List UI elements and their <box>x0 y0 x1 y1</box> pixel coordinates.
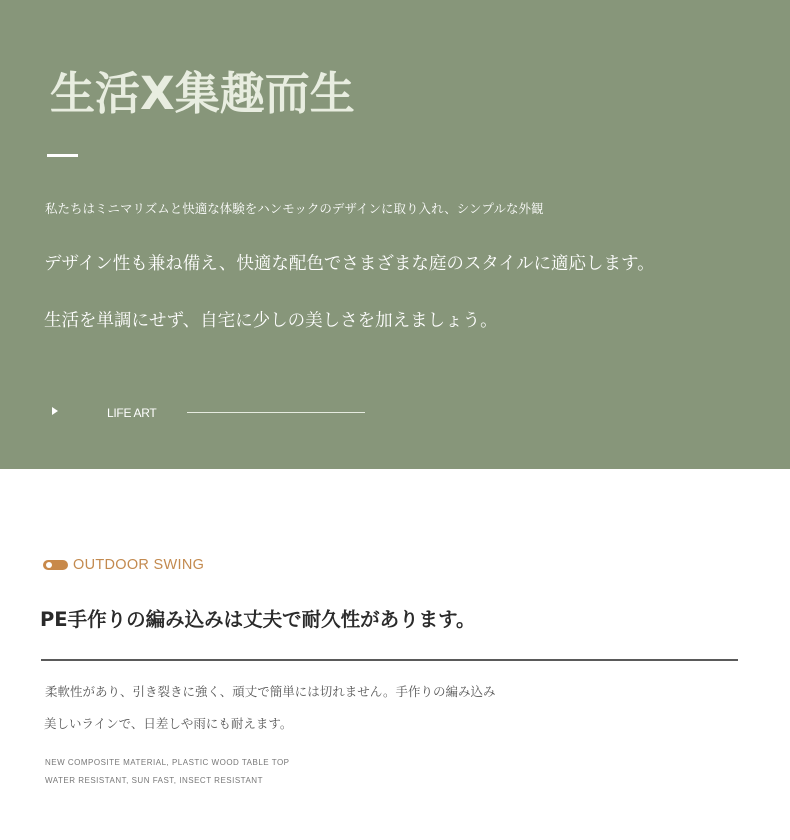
life-art-divider <box>187 412 365 413</box>
section-title: PE手作りの編み込みは丈夫で耐久性があります。 <box>40 608 476 631</box>
section-tag: OUTDOOR SWING <box>73 557 205 573</box>
spec-line-1: NEW COMPOSITE MATERIAL, PLASTIC WOOD TABLE TOP <box>45 758 290 767</box>
section-body-line-1: 柔軟性があり、引き裂きに強く、頑丈で簡単には切れません。手作りの編み込み <box>45 684 496 699</box>
section-body-line-2: 美しいラインで、日差しや雨にも耐えます。 <box>44 716 293 731</box>
hero-title: 生活X集趣而生 <box>50 67 355 120</box>
section-divider <box>41 659 738 661</box>
play-icon[interactable] <box>52 407 58 415</box>
toggle-icon <box>43 560 68 570</box>
title-underline-dash <box>47 154 78 157</box>
spec-line-2: WATER RESISTANT, SUN FAST, INSECT RESISTANT <box>45 776 263 785</box>
hero-description-line-1: 私たちはミニマリズムと快適な体験をハンモックのデザインに取り入れ、シンプルな外観 <box>45 201 544 216</box>
toggle-knob <box>46 562 52 568</box>
hero-description-line-2: デザイン性も兼ね備え、快適な配色でさまざまな庭のスタイルに適応します。 <box>44 254 655 274</box>
hero-description-line-3: 生活を単調にせず、自宅に少しの美しさを加えましょう。 <box>44 311 498 331</box>
life-art-link[interactable]: LIFE ART <box>107 406 157 420</box>
